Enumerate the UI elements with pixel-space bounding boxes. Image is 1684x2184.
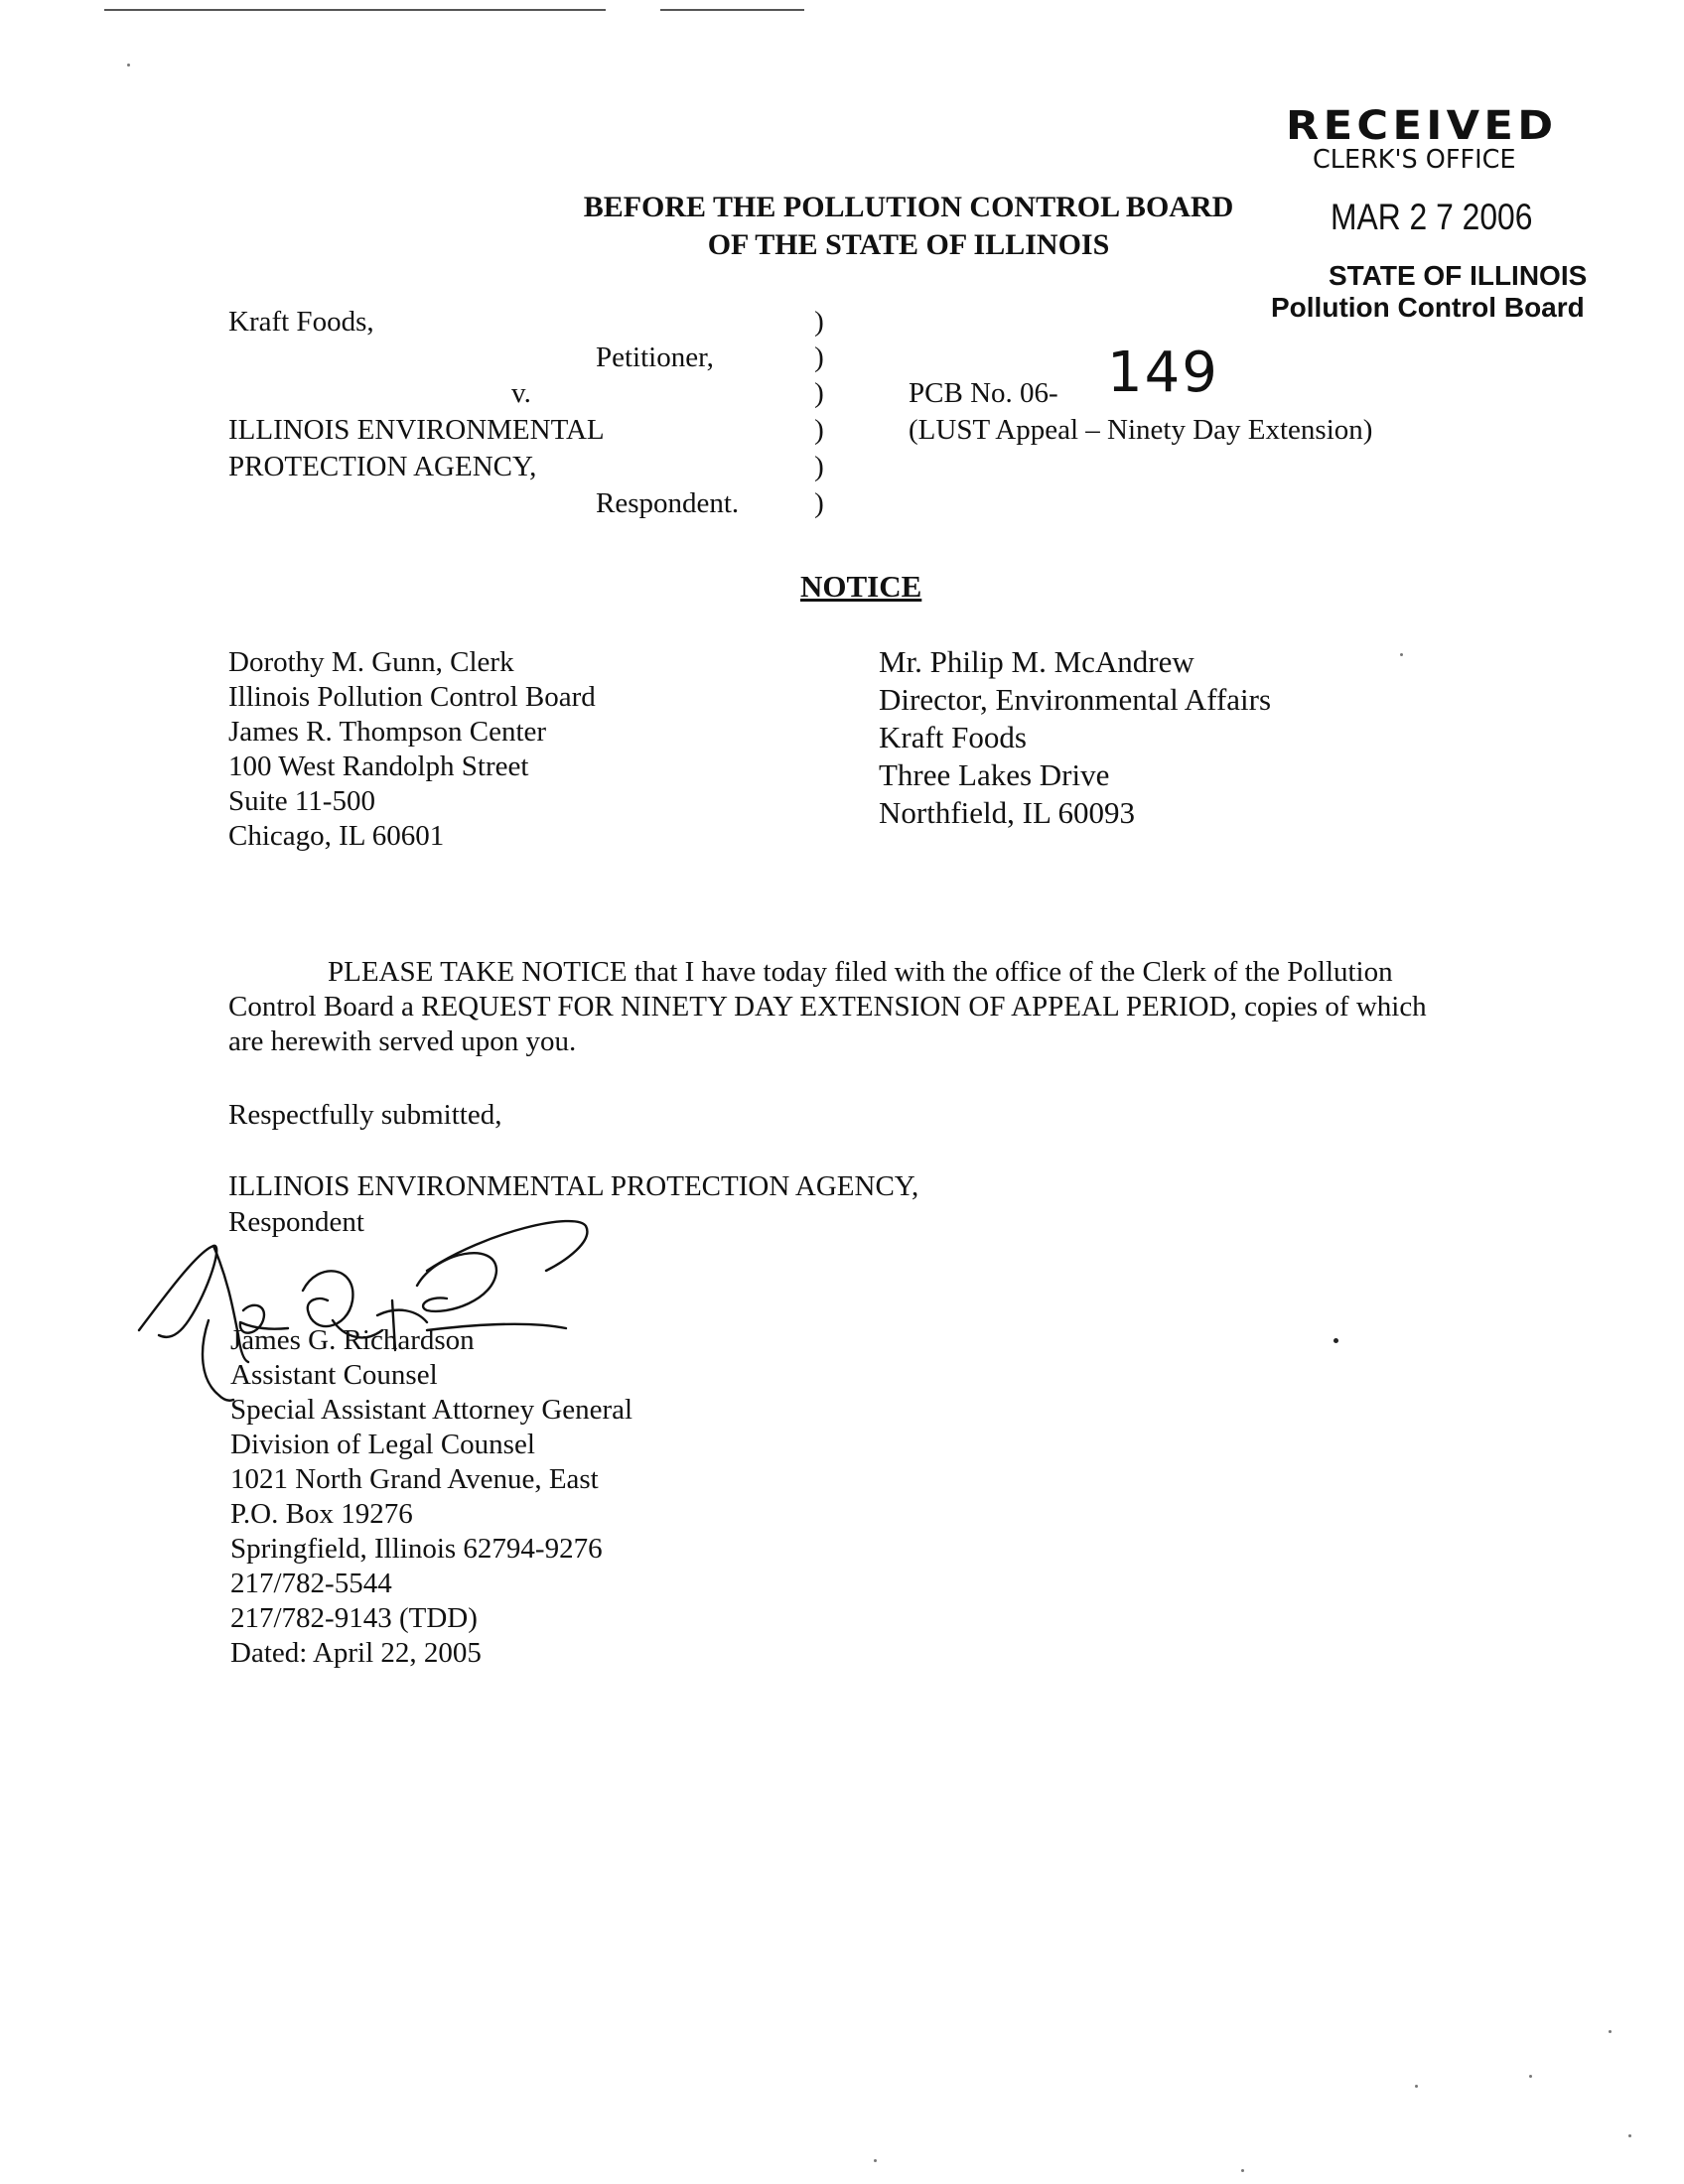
scan-speck [1333, 1338, 1338, 1343]
address-line: Three Lakes Drive [879, 757, 1110, 792]
heading-line-1: BEFORE THE POLLUTION CONTROL BOARD [583, 191, 1234, 223]
scan-speck [1241, 2169, 1244, 2172]
caption-paren: ) [814, 341, 824, 373]
agency-name: ILLINOIS ENVIRONMENTAL PROTECTION AGENCY, [228, 1170, 919, 1202]
signature-block [230, 1323, 632, 1671]
stamp-clerks-office: CLERK'S OFFICE [1313, 145, 1516, 175]
case-type: (LUST Appeal – Ninety Day Extension) [909, 414, 1373, 446]
scan-speck [1415, 2085, 1418, 2088]
petitioner-role: Petitioner, [596, 341, 714, 373]
scan-rule-left [104, 9, 606, 11]
stamp-board: Pollution Control Board [1271, 292, 1585, 323]
versus: v. [511, 377, 531, 409]
address-line: Director, Environmental Affairs [879, 682, 1272, 717]
body-line-3: are herewith served upon you. [228, 1025, 577, 1057]
address-line: Northfield, IL 60093 [879, 795, 1135, 830]
petitioner-name: Kraft Foods, [228, 306, 374, 338]
signer-address-line: P.O. Box 19276 [230, 1498, 413, 1530]
scan-speck [127, 64, 130, 67]
heading-line-2: OF THE STATE OF ILLINOIS [707, 228, 1110, 261]
respondent-name-line-2: PROTECTION AGENCY, [228, 451, 537, 482]
address-line: Dorothy M. Gunn, Clerk [228, 646, 514, 678]
stamp-state: STATE OF ILLINOIS [1329, 260, 1588, 291]
stamp-date: MAR 2 7 2006 [1331, 197, 1533, 237]
scan-speck [1400, 653, 1403, 656]
address-line: Illinois Pollution Control Board [228, 681, 596, 713]
agency-role: Respondent [228, 1206, 364, 1238]
closing: Respectfully submitted, [228, 1099, 502, 1131]
caption-paren: ) [814, 451, 824, 482]
scan-speck [1628, 2134, 1631, 2137]
addressee-kraft [879, 643, 1271, 832]
scan-speck [1529, 2075, 1532, 2078]
address-line: 100 West Randolph Street [228, 751, 529, 782]
body-line-1: PLEASE TAKE NOTICE that I have today filed with the office of the Clerk of the Pollution [328, 956, 1393, 988]
signer-division: Division of Legal Counsel [230, 1429, 535, 1460]
dated: Dated: April 22, 2005 [230, 1637, 482, 1669]
caption-paren: ) [814, 414, 824, 446]
signer-address-line: 1021 North Grand Avenue, East [230, 1463, 599, 1495]
address-line: Mr. Philip M. McAndrew [879, 644, 1194, 679]
respondent-role: Respondent. [596, 487, 740, 519]
signer-tdd: 217/782-9143 (TDD) [230, 1602, 478, 1634]
address-line: Suite 11-500 [228, 785, 375, 817]
signer-address-line: Springfield, Illinois 62794-9276 [230, 1533, 603, 1565]
scan-rule-right [660, 9, 804, 11]
notice-title: NOTICE [800, 569, 922, 604]
scan-speck [874, 2159, 877, 2162]
signer-name: James G. Richardson [230, 1324, 475, 1356]
case-number-prefix: PCB No. 06- [909, 377, 1058, 409]
caption-paren: ) [814, 306, 824, 338]
address-line: James R. Thompson Center [228, 716, 547, 748]
respondent-name-line-1: ILLINOIS ENVIRONMENTAL [228, 414, 605, 446]
body-line-2: Control Board a REQUEST FOR NINETY DAY EXTENSION OF APPEAL PERIOD, copies of which [228, 991, 1427, 1023]
caption-paren: ) [814, 487, 824, 519]
scan-speck [1609, 2030, 1612, 2033]
signer-title-2: Special Assistant Attorney General [230, 1394, 633, 1426]
case-number-handwritten: 149 [1107, 341, 1219, 405]
signer-phone: 217/782-5544 [230, 1568, 392, 1599]
signer-title: Assistant Counsel [230, 1359, 438, 1391]
addressee-clerk [228, 645, 596, 854]
stamp-received: RECEIVED [1286, 103, 1558, 149]
address-line: Chicago, IL 60601 [228, 820, 445, 852]
address-line: Kraft Foods [879, 720, 1027, 754]
caption-paren: ) [814, 377, 824, 409]
